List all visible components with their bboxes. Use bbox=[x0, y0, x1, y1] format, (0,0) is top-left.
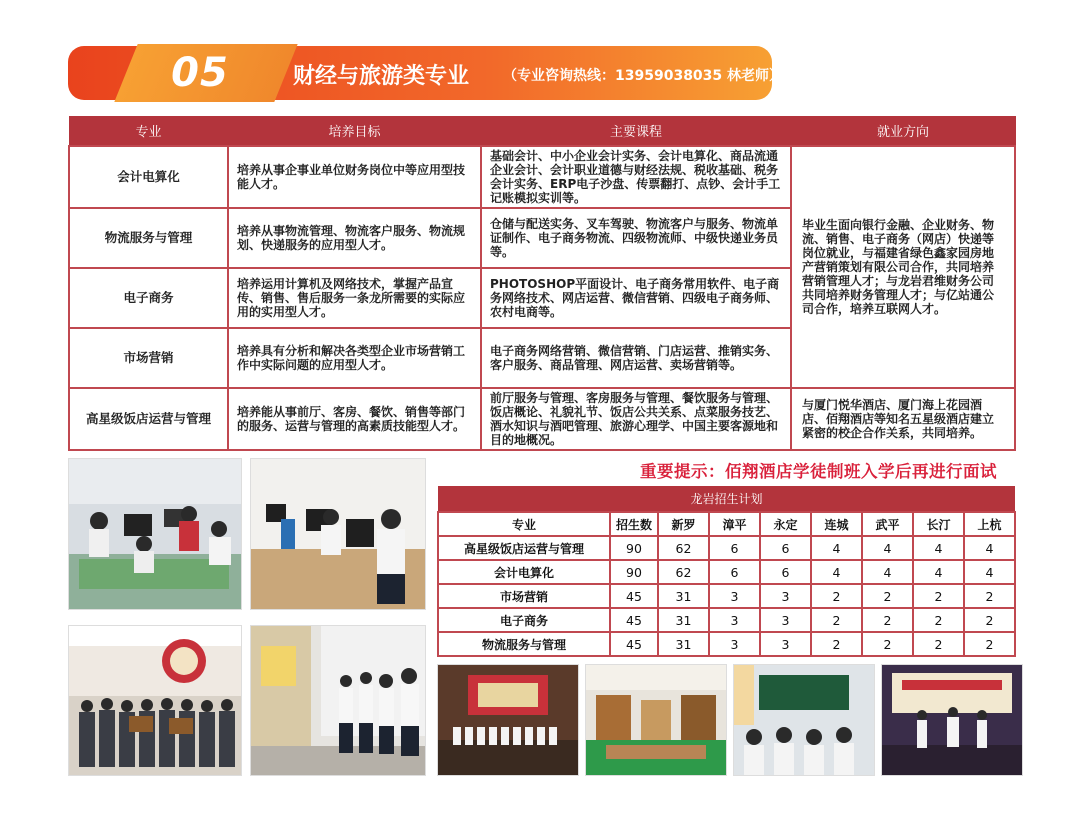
plan-cell: 2 bbox=[913, 584, 964, 608]
major-goal: 培养能从事前厅、客房、餐饮、销售等部门的服务、运营与管理的高素质技能型人才。 bbox=[228, 388, 481, 450]
career-direction: 毕业生面向银行金融、企业财务、物流、销售、电子商务（网店）快递等岗位就业，与福建省绿色鑫家园房地产营销策划有限公司合作，共同培养营销管理人才；与龙岩君维财务公司共同培养财务管理人才；与亿站通公司合作，培养互联网人才。 bbox=[791, 146, 1015, 388]
major-courses: 仓储与配送实务、叉车驾驶、物流客户与服务、物流单证制作、电子商务物流、四级物流师、中级快递业务员等。 bbox=[481, 208, 791, 268]
plan-cell: 4 bbox=[862, 536, 913, 560]
major-goal: 培养运用计算机及网络技术，掌握产品宣传、销售、售后服务一条龙所需要的实际应用的实用型人才。 bbox=[228, 268, 481, 328]
major-goal: 培养从事企事业单位财务岗位中等应用型技能人才。 bbox=[228, 146, 481, 208]
plan-cell: 2 bbox=[964, 584, 1015, 608]
plan-cell: 4 bbox=[862, 560, 913, 584]
plan-col-yongding: 永定 bbox=[760, 512, 811, 536]
plan-cell: 3 bbox=[760, 608, 811, 632]
plan-cell: 2 bbox=[811, 584, 862, 608]
plan-cell: 2 bbox=[913, 632, 964, 656]
plan-header-row bbox=[438, 512, 1015, 536]
plan-col-wuping: 武平 bbox=[862, 512, 913, 536]
major-courses: 前厅服务与管理、客房服务与管理、餐饮服务与管理、饭店概论、礼貌礼节、饭店公共关系、点菜服务技艺、酒水知识与酒吧管理、旅游心理学、中国主要客源地和目的地概况。 bbox=[481, 388, 791, 450]
plan-cell: 3 bbox=[709, 584, 760, 608]
table-row bbox=[438, 560, 1015, 584]
consult-hotline: （专业咨询热线：13959038035 林老师） bbox=[503, 68, 784, 84]
section-title: 财经与旅游类专业 bbox=[293, 64, 470, 89]
major-goal: 培养从事物流管理、物流客户服务、物流规划、快递服务的应用型人才。 bbox=[228, 208, 481, 268]
col-header-major: 专业 bbox=[69, 117, 228, 146]
major-name: 高星级饭店运营与管理 bbox=[69, 388, 228, 450]
plan-col-major: 专业 bbox=[438, 512, 610, 536]
plan-col-zhangping: 漳平 bbox=[709, 512, 760, 536]
majors-table-header bbox=[69, 117, 1015, 146]
plan-cell: 2 bbox=[862, 584, 913, 608]
plan-cell: 4 bbox=[964, 560, 1015, 584]
plan-major: 会计电算化 bbox=[438, 560, 610, 584]
plan-cell: 3 bbox=[709, 608, 760, 632]
table-row bbox=[438, 632, 1015, 656]
plan-col-changting: 长汀 bbox=[913, 512, 964, 536]
major-goal: 培养具有分析和解决各类型企业市场营销工作中实际问题的应用型人才。 bbox=[228, 328, 481, 388]
plan-cell: 45 bbox=[610, 632, 658, 656]
major-name: 物流服务与管理 bbox=[69, 208, 228, 268]
photo-stage-group bbox=[437, 664, 579, 776]
plan-cell: 6 bbox=[709, 536, 760, 560]
table-row bbox=[438, 608, 1015, 632]
plan-cell: 3 bbox=[709, 632, 760, 656]
photo-computer-classroom bbox=[68, 458, 242, 610]
enrollment-plan-table bbox=[437, 486, 1016, 657]
plan-cell: 6 bbox=[760, 560, 811, 584]
section-banner bbox=[68, 46, 784, 100]
plan-cell: 2 bbox=[862, 632, 913, 656]
plan-col-liancheng: 连城 bbox=[811, 512, 862, 536]
photo-hallway-students bbox=[250, 625, 426, 776]
col-header-career: 就业方向 bbox=[791, 117, 1015, 146]
col-header-courses: 主要课程 bbox=[481, 117, 791, 146]
plan-major: 物流服务与管理 bbox=[438, 632, 610, 656]
plan-major: 电子商务 bbox=[438, 608, 610, 632]
plan-cell: 4 bbox=[913, 560, 964, 584]
plan-cell: 3 bbox=[760, 584, 811, 608]
plan-cell: 62 bbox=[658, 536, 709, 560]
plan-cell: 2 bbox=[964, 632, 1015, 656]
plan-col-xinluo: 新罗 bbox=[658, 512, 709, 536]
plan-major: 高星级饭店运营与管理 bbox=[438, 536, 610, 560]
photo-typing-class bbox=[250, 458, 426, 610]
important-notice: 重要提示：佰翔酒店学徒制班入学后再进行面试 bbox=[640, 462, 997, 481]
plan-major: 市场营销 bbox=[438, 584, 610, 608]
table-row bbox=[438, 584, 1015, 608]
plan-col-total: 招生数 bbox=[610, 512, 658, 536]
table-row bbox=[438, 536, 1015, 560]
plan-cell: 62 bbox=[658, 560, 709, 584]
table-row bbox=[69, 388, 1015, 450]
plan-cell: 2 bbox=[811, 608, 862, 632]
plan-cell: 2 bbox=[964, 608, 1015, 632]
plan-cell: 45 bbox=[610, 584, 658, 608]
plan-cell: 90 bbox=[610, 560, 658, 584]
plan-cell: 2 bbox=[913, 608, 964, 632]
plan-cell: 4 bbox=[913, 536, 964, 560]
plan-caption: 龙岩招生计划 bbox=[438, 486, 1015, 512]
plan-cell: 4 bbox=[811, 536, 862, 560]
plan-col-shanghang: 上杭 bbox=[964, 512, 1015, 536]
majors-table bbox=[68, 116, 1016, 451]
major-courses: 基础会计、中小企业会计实务、会计电算化、商品流通企业会计、会计职业道德与财经法规、税收基础、税务会计实务、ERP电子沙盘、传票翻打、点钞、会计手工记账模拟实训等。 bbox=[481, 146, 791, 208]
plan-cell: 45 bbox=[610, 608, 658, 632]
plan-cell: 4 bbox=[964, 536, 1015, 560]
plan-cell: 31 bbox=[658, 632, 709, 656]
section-number: 05 bbox=[171, 50, 229, 96]
col-header-goal: 培养目标 bbox=[228, 117, 481, 146]
photo-lecture-class bbox=[733, 664, 875, 776]
plan-cell: 6 bbox=[709, 560, 760, 584]
plan-cell: 3 bbox=[760, 632, 811, 656]
plan-cell: 31 bbox=[658, 584, 709, 608]
plan-cell: 90 bbox=[610, 536, 658, 560]
major-name: 市场营销 bbox=[69, 328, 228, 388]
career-direction-hotel: 与厦门悦华酒店、厦门海上花园酒店、佰翔酒店等知名五星级酒店建立紧密的校企合作关系，共同培养。 bbox=[791, 388, 1015, 450]
plan-cell: 2 bbox=[811, 632, 862, 656]
table-row bbox=[69, 146, 1015, 208]
plan-cell: 2 bbox=[862, 608, 913, 632]
photo-training-room bbox=[585, 664, 727, 776]
major-name: 会计电算化 bbox=[69, 146, 228, 208]
photo-award-group bbox=[68, 625, 242, 776]
photo-performance-stage bbox=[881, 664, 1023, 776]
major-name: 电子商务 bbox=[69, 268, 228, 328]
major-courses: 电子商务网络营销、微信营销、门店运营、推销实务、客户服务、商品管理、网店运营、卖场营销等。 bbox=[481, 328, 791, 388]
plan-cell: 6 bbox=[760, 536, 811, 560]
major-courses: PHOTOSHOP平面设计、电子商务常用软件、电子商务网络技术、网店运营、微信营销、四级电子商务师、农村电商等。 bbox=[481, 268, 791, 328]
plan-cell: 4 bbox=[811, 560, 862, 584]
plan-cell: 31 bbox=[658, 608, 709, 632]
